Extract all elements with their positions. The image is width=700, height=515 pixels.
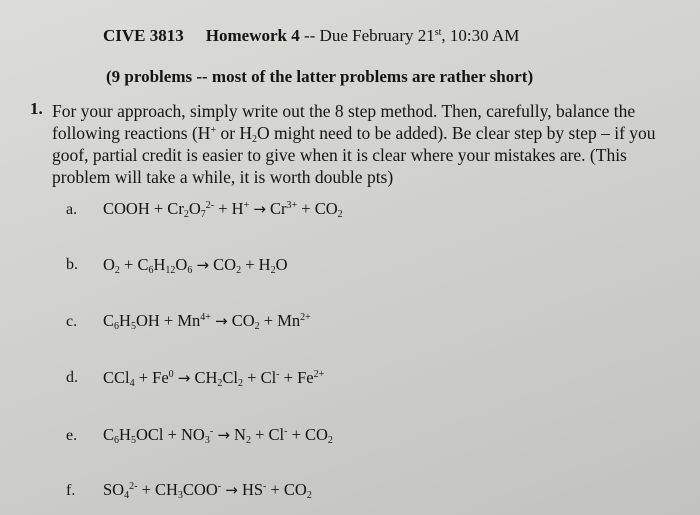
reaction-d: $CCl_4 + Fe^0 \to CH_2Cl_2 + Cl^- + Fe^{2+}$	[103, 368, 325, 389]
homework-title: Homework 4	[205, 26, 300, 45]
reaction-a-label: a.	[66, 201, 78, 218]
reaction-e: $C_6H_5OCl + NO_3^- \to N_2 + Cl^- + CO_2$	[103, 425, 333, 446]
reaction-a: COOH + $Cr_2O_7^{2-} + H^+ \to Cr^{3+} + CO_2$	[103, 199, 343, 220]
reaction-arrow: →	[177, 369, 191, 387]
reaction-arrow: →	[215, 312, 228, 330]
reaction-b: $O_2 + C_6H_{12}O_6 \to CO_2 + H_2O$	[103, 255, 288, 276]
reaction-arrow: →	[253, 200, 266, 218]
due-suffix: st	[434, 27, 442, 38]
reaction-e-label: e.	[66, 427, 78, 444]
reaction-arrow: →	[217, 426, 230, 444]
due-text: -- Due February 21	[299, 26, 435, 45]
reaction-c-label: c.	[66, 313, 78, 330]
reaction-c: $C_6H_5OH + Mn^{4+} \to CO_2 + Mn^{2+}$	[103, 311, 311, 332]
reaction-arrow: →	[196, 256, 210, 274]
header	[103, 26, 519, 46]
problem-line-2: following reactions (H+ or $H_2O$ might need to be added). Be clear step by step – if you	[52, 123, 656, 145]
reaction-f-label: f.	[66, 482, 76, 499]
problem-number: 1.	[30, 99, 43, 118]
problem-line-3: goof, partial credit is easier to give when it is clear where your mistakes are. (This	[52, 145, 627, 165]
subheader: (9 problems -- most of the latter problems are rather short)	[106, 67, 534, 86]
problem-text	[52, 100, 682, 188]
course-code: CIVE 3813	[103, 26, 184, 45]
reaction-f: $SO_4^{2-} + CH_3COO^- \to HS^- + CO_2$	[103, 480, 312, 501]
due-time: , 10:30 AM	[441, 26, 520, 45]
reaction-arrow: →	[225, 481, 238, 499]
reaction-d-label: d.	[66, 369, 78, 386]
problem-line-1: For your approach, simply write out the 8 step method. Then, carefully, balance the	[52, 101, 636, 121]
problem-line-4: problem will take a while, it is worth double pts)	[52, 167, 394, 187]
reaction-b-label: b.	[66, 256, 78, 273]
